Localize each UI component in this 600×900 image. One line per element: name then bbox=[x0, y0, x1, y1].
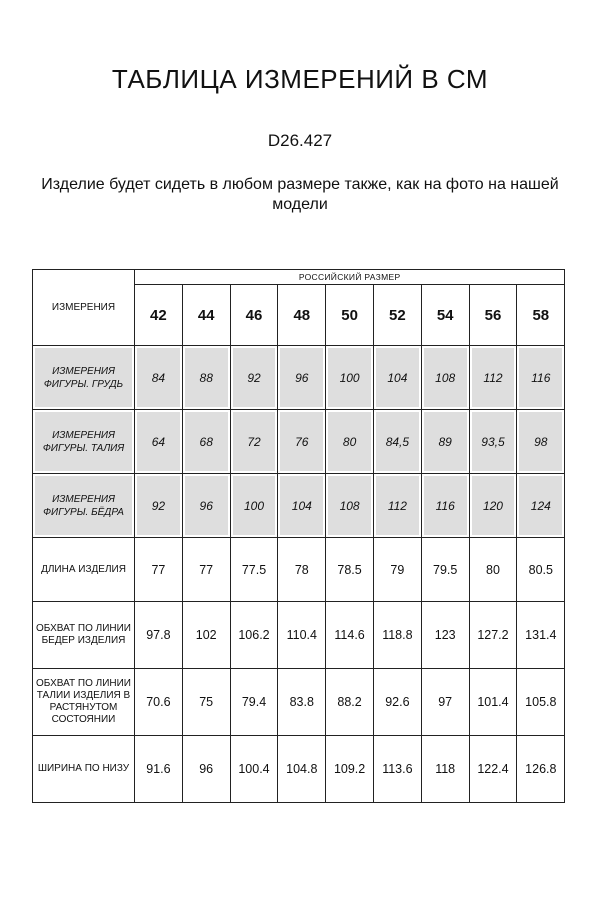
value-cell: 83.8 bbox=[278, 669, 326, 736]
value-cell bbox=[278, 346, 326, 410]
value-cell: 109.2 bbox=[326, 736, 374, 803]
value-cell bbox=[182, 474, 230, 538]
page-title: ТАБЛИЦА ИЗМЕРЕНИЙ В СМ bbox=[111, 64, 489, 94]
value-cell: 123 bbox=[421, 602, 469, 669]
value-text: 84 bbox=[137, 348, 180, 407]
value-cell: 77 bbox=[182, 538, 230, 602]
value-text: 88 bbox=[185, 348, 228, 407]
size-header-52: 52 bbox=[373, 285, 421, 346]
value-cell bbox=[517, 410, 565, 474]
value-text: 96 bbox=[185, 476, 228, 535]
value-cell bbox=[421, 346, 469, 410]
row-label: ШИРИНА ПО НИЗУ bbox=[33, 736, 135, 803]
table-row bbox=[33, 346, 565, 410]
value-cell: 97.8 bbox=[135, 602, 183, 669]
value-cell bbox=[373, 410, 421, 474]
value-cell bbox=[421, 410, 469, 474]
value-cell: 118.8 bbox=[373, 602, 421, 669]
value-cell bbox=[517, 346, 565, 410]
value-cell bbox=[182, 410, 230, 474]
row-label: ДЛИНА ИЗДЕЛИЯ bbox=[33, 538, 135, 602]
value-cell: 77 bbox=[135, 538, 183, 602]
value-cell: 91.6 bbox=[135, 736, 183, 803]
measure-header: ИЗМЕРЕНИЯ bbox=[33, 270, 135, 346]
row-label: ОБХВАТ ПО ЛИНИИ БЕДЕР ИЗДЕЛИЯ bbox=[33, 602, 135, 669]
value-cell bbox=[135, 410, 183, 474]
size-header-42: 42 bbox=[135, 285, 183, 346]
row-label-text: ИЗМЕРЕНИЯ ФИГУРЫ. ГРУДЬ bbox=[35, 348, 132, 407]
value-cell bbox=[469, 474, 517, 538]
row-label bbox=[33, 410, 135, 474]
value-cell: 79 bbox=[373, 538, 421, 602]
value-text: 68 bbox=[185, 412, 228, 471]
value-text: 104 bbox=[376, 348, 419, 407]
size-group-header: РОССИЙСКИЙ РАЗМЕР bbox=[135, 270, 565, 285]
value-cell: 78.5 bbox=[326, 538, 374, 602]
value-cell bbox=[278, 474, 326, 538]
value-text: 92 bbox=[233, 348, 276, 407]
value-text: 108 bbox=[328, 476, 371, 535]
value-cell bbox=[326, 410, 374, 474]
size-header-50: 50 bbox=[326, 285, 374, 346]
value-text: 112 bbox=[472, 348, 515, 407]
row-label bbox=[33, 474, 135, 538]
value-text: 96 bbox=[280, 348, 323, 407]
value-text: 89 bbox=[424, 412, 467, 471]
value-cell: 105.8 bbox=[517, 669, 565, 736]
size-header-46: 46 bbox=[230, 285, 278, 346]
value-cell bbox=[135, 474, 183, 538]
value-cell: 96 bbox=[182, 736, 230, 803]
value-cell: 102 bbox=[182, 602, 230, 669]
value-cell bbox=[517, 474, 565, 538]
value-text: 112 bbox=[376, 476, 419, 535]
value-cell: 104.8 bbox=[278, 736, 326, 803]
value-cell: 77.5 bbox=[230, 538, 278, 602]
value-text: 116 bbox=[519, 348, 562, 407]
value-cell bbox=[278, 410, 326, 474]
value-cell: 75 bbox=[182, 669, 230, 736]
size-header-54: 54 bbox=[421, 285, 469, 346]
table-row bbox=[33, 669, 565, 736]
value-text: 120 bbox=[472, 476, 515, 535]
value-cell: 113.6 bbox=[373, 736, 421, 803]
value-cell: 122.4 bbox=[469, 736, 517, 803]
value-text: 104 bbox=[280, 476, 323, 535]
row-label-text: ИЗМЕРЕНИЯ ФИГУРЫ. ТАЛИЯ bbox=[35, 412, 132, 471]
value-cell: 110.4 bbox=[278, 602, 326, 669]
value-cell bbox=[326, 474, 374, 538]
value-cell bbox=[469, 346, 517, 410]
size-header-56: 56 bbox=[469, 285, 517, 346]
value-cell: 118 bbox=[421, 736, 469, 803]
value-cell bbox=[230, 410, 278, 474]
value-cell: 79.4 bbox=[230, 669, 278, 736]
row-label: ОБХВАТ ПО ЛИНИИ ТАЛИИ ИЗДЕЛИЯ В РАСТЯНУТОМ СОСТОЯНИИ bbox=[33, 669, 135, 736]
row-label-text: ИЗМЕРЕНИЯ ФИГУРЫ. БЁДРА bbox=[35, 476, 132, 535]
size-header-48: 48 bbox=[278, 285, 326, 346]
value-cell: 127.2 bbox=[469, 602, 517, 669]
value-text: 76 bbox=[280, 412, 323, 471]
size-table bbox=[32, 269, 565, 803]
value-cell: 92.6 bbox=[373, 669, 421, 736]
value-text: 100 bbox=[233, 476, 276, 535]
size-header-58: 58 bbox=[517, 285, 565, 346]
row-label bbox=[33, 346, 135, 410]
value-cell bbox=[182, 346, 230, 410]
table-row bbox=[33, 736, 565, 803]
value-text: 93,5 bbox=[472, 412, 515, 471]
value-text: 80 bbox=[328, 412, 371, 471]
value-cell: 106.2 bbox=[230, 602, 278, 669]
value-cell: 101.4 bbox=[469, 669, 517, 736]
value-text: 100 bbox=[328, 348, 371, 407]
value-cell: 88.2 bbox=[326, 669, 374, 736]
value-cell bbox=[135, 346, 183, 410]
value-cell: 80.5 bbox=[517, 538, 565, 602]
value-cell bbox=[230, 474, 278, 538]
table-row bbox=[33, 410, 565, 474]
value-cell bbox=[326, 346, 374, 410]
table-row bbox=[33, 538, 565, 602]
value-cell bbox=[373, 346, 421, 410]
value-text: 72 bbox=[233, 412, 276, 471]
value-cell: 131.4 bbox=[517, 602, 565, 669]
value-cell bbox=[469, 410, 517, 474]
value-text: 92 bbox=[137, 476, 180, 535]
value-cell bbox=[230, 346, 278, 410]
value-cell: 100.4 bbox=[230, 736, 278, 803]
value-cell bbox=[373, 474, 421, 538]
article-code: D26.427 bbox=[267, 131, 333, 150]
value-text: 64 bbox=[137, 412, 180, 471]
table-row bbox=[33, 602, 565, 669]
value-cell: 78 bbox=[278, 538, 326, 602]
value-cell: 126.8 bbox=[517, 736, 565, 803]
value-text: 116 bbox=[424, 476, 467, 535]
value-text: 124 bbox=[519, 476, 562, 535]
fit-note: Изделие будет сидеть в любом размере также, как на фото на нашей модели bbox=[41, 176, 559, 213]
value-cell: 114.6 bbox=[326, 602, 374, 669]
size-header-44: 44 bbox=[182, 285, 230, 346]
value-text: 84,5 bbox=[376, 412, 419, 471]
table-row bbox=[33, 474, 565, 538]
value-text: 108 bbox=[424, 348, 467, 407]
value-cell: 80 bbox=[469, 538, 517, 602]
value-text: 98 bbox=[519, 412, 562, 471]
value-cell bbox=[421, 474, 469, 538]
value-cell: 70.6 bbox=[135, 669, 183, 736]
value-cell: 79.5 bbox=[421, 538, 469, 602]
value-cell: 97 bbox=[421, 669, 469, 736]
